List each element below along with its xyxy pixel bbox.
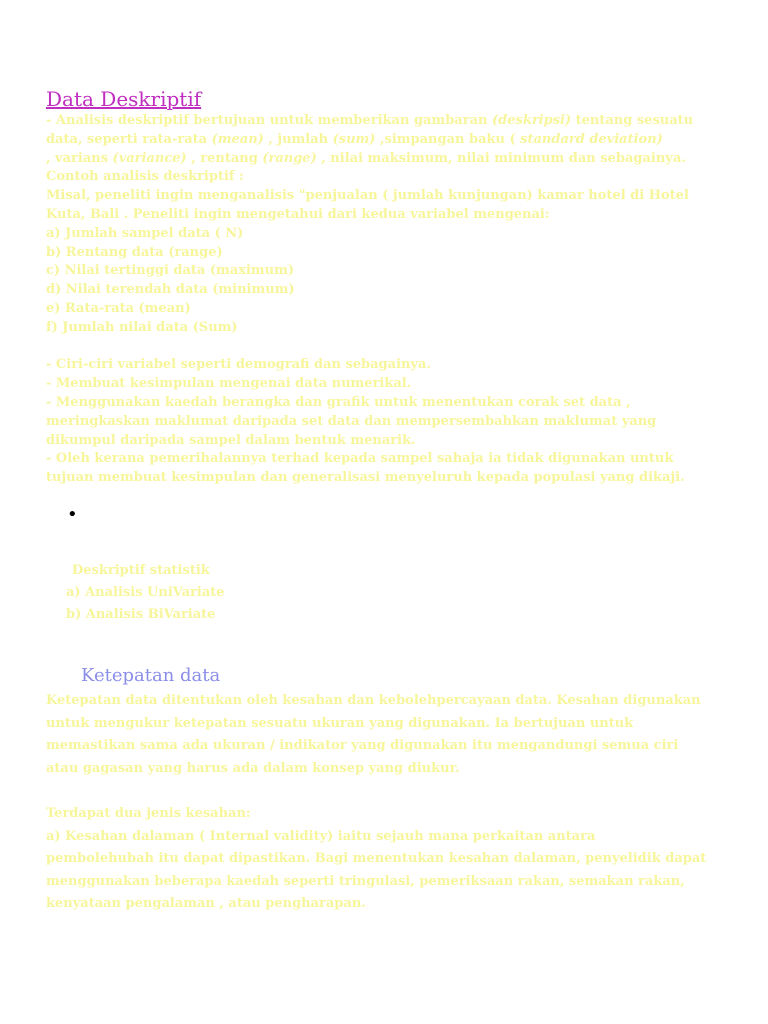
body-line: memastikan sama ada ukuran / indikator yang digunakan itu mengandungi semua ciri xyxy=(46,738,679,754)
body-line: Terdapat dua jenis kesahan: xyxy=(46,805,251,821)
body-line: menggunakan beberapa kaedah seperti tringulasi, pemeriksaan rakan, semakan rakan, xyxy=(46,873,685,889)
line-segment: - Membuat kesimpulan mengenai data numerikal. xyxy=(46,376,412,392)
body-line xyxy=(46,112,746,131)
body-line xyxy=(46,356,746,375)
body-line: pembolehubah itu dapat dipastikan. Bagi menentukan kesahan dalaman, penyelidik dapat xyxy=(46,851,707,867)
line-segment: Contoh analisis deskriptif : xyxy=(46,169,244,185)
line-segment: (variance) xyxy=(112,150,187,166)
line-segment: - Oleh kerana pemerihalannya terhad kepada sampel sahaja ia tidak digunakan untuk xyxy=(46,451,674,467)
body-line xyxy=(46,225,746,244)
line-segment: b) Rentang data (range) xyxy=(46,244,223,260)
body-line xyxy=(46,168,746,187)
bullet-point: • xyxy=(67,504,78,525)
line-segment: Misal, peneliti ingin menganalisis "penjualan ( jumlah kunjungan) kamar hotel di Hotel xyxy=(46,188,689,204)
line-segment: data, seperti rata-rata xyxy=(46,131,212,147)
body-line: atau gagasan yang harus ada dalam konsep yang diukur. xyxy=(46,760,460,776)
body-line xyxy=(46,432,746,451)
line-segment: c) Nilai tertinggi data (maximum) xyxy=(46,263,295,279)
line-segment: (deskripsi) xyxy=(491,113,572,128)
line-segment: , jumlah xyxy=(263,131,333,147)
line-segment: - Analisis deskriptif bertujuan untuk memberikan gambaran xyxy=(46,113,492,128)
data-deskriptif-body xyxy=(46,112,746,488)
line-segment: (mean) xyxy=(211,131,264,147)
body-line: kenyataan pengalaman , atau pengharapan. xyxy=(46,896,366,912)
body-line: a) Kesahan dalaman ( Internal validity) iaitu sejauh mana perkaitan antara xyxy=(46,828,596,844)
line-segment: tentang sesuatu xyxy=(571,113,694,128)
body-line xyxy=(46,244,746,263)
body-line xyxy=(46,338,746,357)
line-segment: d) Nilai terendah data (minimum) xyxy=(46,282,295,298)
body-line xyxy=(46,413,746,432)
body-line: Ketepatan data ditentukan oleh kesahan dan kebolehpercayaan data. Kesahan digunakan xyxy=(46,693,701,708)
ketepatan-data-body xyxy=(46,690,746,916)
body-line xyxy=(46,469,746,488)
deskriptif-statistik-block xyxy=(66,560,225,626)
body-line xyxy=(46,375,746,394)
line-segment: e) Rata-rata (mean) xyxy=(46,300,191,316)
statistik-heading: Deskriptif statistik xyxy=(72,563,210,578)
body-line xyxy=(46,319,746,338)
body-line xyxy=(46,300,746,319)
body-line: untuk mengukur ketepatan sesuatu ukuran yang digunakan. Ia bertujuan untuk xyxy=(46,715,634,731)
body-line xyxy=(46,206,746,225)
body-line xyxy=(46,187,746,206)
body-line xyxy=(46,780,746,803)
line-segment: (sum) xyxy=(332,131,376,147)
line-segment: , nilai maksimum, nilai minimum dan sebagainya. xyxy=(316,150,686,166)
line-segment: - Menggunakan kaedah berangka dan grafik untuk menentukan corak set data , xyxy=(46,394,631,410)
section-title-data-deskriptif: Data Deskriptif xyxy=(46,87,202,111)
line-segment: - Ciri-ciri variabel seperti demografi dan sebagainya. xyxy=(46,357,431,373)
section-title-ketepatan-data: Ketepatan data xyxy=(81,665,221,686)
statistik-item-univariate: a) Analisis UniVariate xyxy=(66,585,225,600)
body-line xyxy=(46,150,746,169)
body-line xyxy=(46,394,746,413)
line-segment: dikumpul daripada sampel dalam bentuk menarik. xyxy=(46,432,416,448)
line-segment: meringkaskan maklumat daripada set data dan mempersembahkan maklumat yang xyxy=(46,413,657,429)
line-segment: standard deviation) xyxy=(520,131,663,147)
line-segment: a) Jumlah sampel data ( N) xyxy=(46,225,244,241)
statistik-item-bivariate: b) Analisis BiVariate xyxy=(66,607,216,622)
line-segment: tujuan membuat kesimpulan dan generalisasi menyeluruh kepada populasi yang dikaji. xyxy=(46,470,685,486)
line-segment: , rentang xyxy=(186,150,263,166)
body-line xyxy=(46,450,746,469)
body-line xyxy=(46,281,746,300)
line-segment: ,simpangan baku ( xyxy=(375,131,521,147)
line-segment: Kuta, Bali . Peneliti ingin mengetahui dari kedua variabel mengenai: xyxy=(46,206,550,222)
line-segment: (range) xyxy=(262,150,317,166)
line-segment: f) Jumlah nilai data (Sum) xyxy=(46,319,238,335)
body-line xyxy=(46,262,746,281)
line-segment: , varians xyxy=(46,150,113,166)
body-line xyxy=(46,131,746,150)
